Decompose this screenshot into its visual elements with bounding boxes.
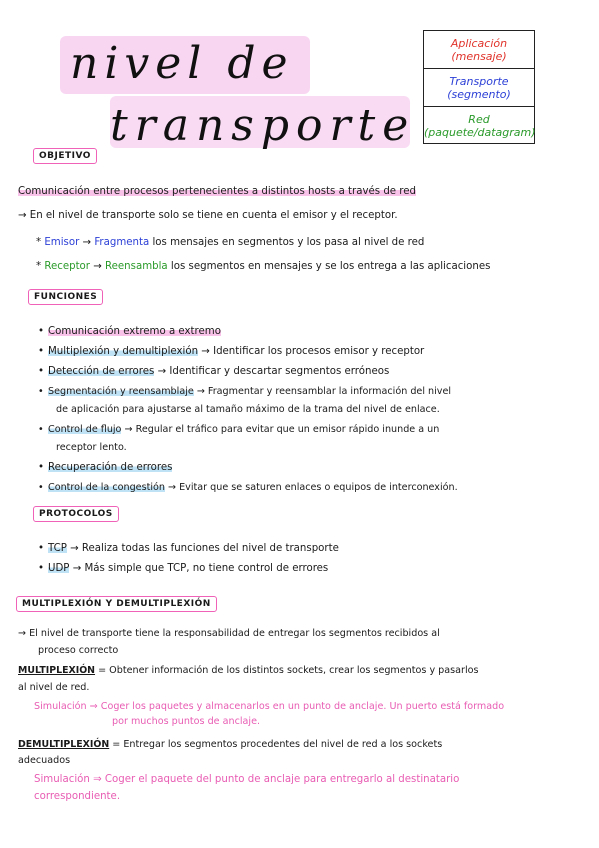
arrow-icon: → [82, 237, 92, 248]
demux-label: DEMULTIPLEXIÓN [18, 739, 110, 750]
protocolo-tcp: • TCP → Realiza todas las funciones del nivel de transporte [38, 543, 339, 554]
demux-text: = Entregar los segmentos procedentes del nivel de red a los sockets [112, 739, 443, 750]
funcion-text: → Regular el tráfico para evitar que un emisor rápido inunde a un [124, 424, 440, 435]
objetivo-text-1: Comunicación entre procesos pertenecientes a distintos hosts a través de red [18, 186, 416, 197]
layer-network-name: Red [468, 112, 490, 126]
funciones-item: • Segmentación y reensamblaje → Fragmentar y reensamblar la información del nivel [38, 386, 452, 397]
tcp-key: TCP [48, 543, 67, 554]
multiplexion-intro-2: proceso correcto [38, 645, 119, 656]
objetivo-emisor [36, 237, 424, 248]
receptor-key: Reensambla [105, 261, 168, 272]
multiplexion-intro-1: → El nivel de transporte tiene la responsabilidad de entregar los segmentos recibidos al [18, 628, 440, 639]
mux-label: MULTIPLEXIÓN [18, 665, 96, 676]
objetivo-receptor [36, 261, 490, 272]
layer-transport [424, 69, 534, 107]
emisor-text: los mensajes en segmentos y los pasa al nivel de red [152, 237, 425, 248]
funcion-key: Control de la congestión [48, 482, 165, 493]
layer-transport-name: Transporte [449, 74, 509, 88]
udp-key: UDP [48, 563, 70, 574]
title-line-1: nivel de [70, 38, 294, 89]
funcion-key: Comunicación extremo a extremo [48, 326, 221, 337]
star-bullet: * [36, 237, 42, 248]
layer-application-name: Aplicación [450, 36, 508, 50]
funciones-item: • Multiplexión y demultiplexión → Identificar los procesos emisor y receptor [38, 346, 425, 357]
mux-definition [18, 665, 479, 676]
title-line-2: transporte [110, 100, 416, 151]
funcion-text: → Identificar los procesos emisor y receptor [201, 346, 425, 357]
funciones-item-cont: receptor lento. [56, 442, 127, 453]
funciones-item-cont: de aplicación para ajustarse al tamaño máximo de la trama del nivel de enlace. [56, 404, 440, 415]
section-tag-protocolos: PROTOCOLOS [33, 506, 119, 522]
layer-stack-diagram [423, 30, 535, 144]
emisor-key: Fragmenta [94, 237, 150, 248]
mux-simulacion-1: Simulación ⇒ Coger los paquetes y almacenarlos en un punto de anclaje. Un puerto está formado [34, 701, 505, 712]
section-tag-objetivo: OBJETIVO [33, 148, 97, 164]
mux-text-cont: al nivel de red. [18, 682, 90, 693]
demux-definition [18, 739, 442, 750]
emisor-label: Emisor [44, 237, 80, 248]
demux-simulacion-1: Simulación ⇒ Coger el paquete del punto de anclaje para entregarlo al destinatario [34, 774, 460, 785]
funciones-item: • Comunicación extremo a extremo [38, 326, 221, 337]
funciones-item: • Control de flujo → Regular el tráfico para evitar que un emisor rápido inunde a un [38, 424, 440, 435]
mux-simulacion-2: por muchos puntos de anclaje. [112, 716, 261, 727]
mux-text: = Obtener información de los distintos sockets, crear los segmentos y pasarlos [98, 665, 479, 676]
funcion-text: → Evitar que se saturen enlaces o equipos de interconexión. [168, 482, 458, 493]
funcion-text: → Identificar y descartar segmentos erróneos [157, 366, 390, 377]
protocolo-udp: • UDP → Más simple que TCP, no tiene control de errores [38, 563, 329, 574]
layer-network-unit: (paquete/datagram) [424, 125, 536, 139]
funcion-key: Control de flujo [48, 424, 122, 435]
demux-simulacion-2: correspondiente. [34, 791, 121, 802]
receptor-label: Receptor [44, 261, 90, 272]
tcp-text: → Realiza todas las funciones del nivel de transporte [70, 543, 339, 554]
objetivo-line-2: → En el nivel de transporte solo se tiene en cuenta el emisor y el receptor. [18, 210, 398, 221]
layer-transport-unit: (segmento) [447, 87, 511, 101]
star-bullet: * [36, 261, 42, 272]
layer-application-unit: (mensaje) [451, 49, 507, 63]
receptor-text: los segmentos en mensajes y se los entrega a las aplicaciones [170, 261, 491, 272]
layer-network [424, 107, 534, 144]
funcion-key: Multiplexión y demultiplexión [48, 346, 199, 357]
funciones-item: • Detección de errores → Identificar y descartar segmentos erróneos [38, 366, 390, 377]
page-title [40, 18, 420, 151]
funcion-key: Recuperación de errores [48, 462, 173, 473]
objetivo-line-1 [18, 186, 416, 197]
section-tag-multiplexion: MULTIPLEXIÓN Y DEMULTIPLEXIÓN [16, 596, 217, 612]
demux-text-cont: adecuados [18, 755, 71, 766]
funcion-key: Detección de errores [48, 366, 155, 377]
funcion-key: Segmentación y reensamblaje [48, 386, 194, 397]
udp-text: → Más simple que TCP, no tiene control de errores [72, 563, 329, 574]
funciones-item: • Control de la congestión → Evitar que se saturen enlaces o equipos de interconexión. [38, 482, 458, 493]
layer-application [424, 31, 534, 69]
section-tag-funciones: FUNCIONES [28, 289, 103, 305]
arrow-icon: → [93, 261, 102, 272]
funcion-text: → Fragmentar y reensamblar la información del nivel [196, 386, 452, 397]
funciones-item: • Recuperación de errores [38, 462, 173, 473]
